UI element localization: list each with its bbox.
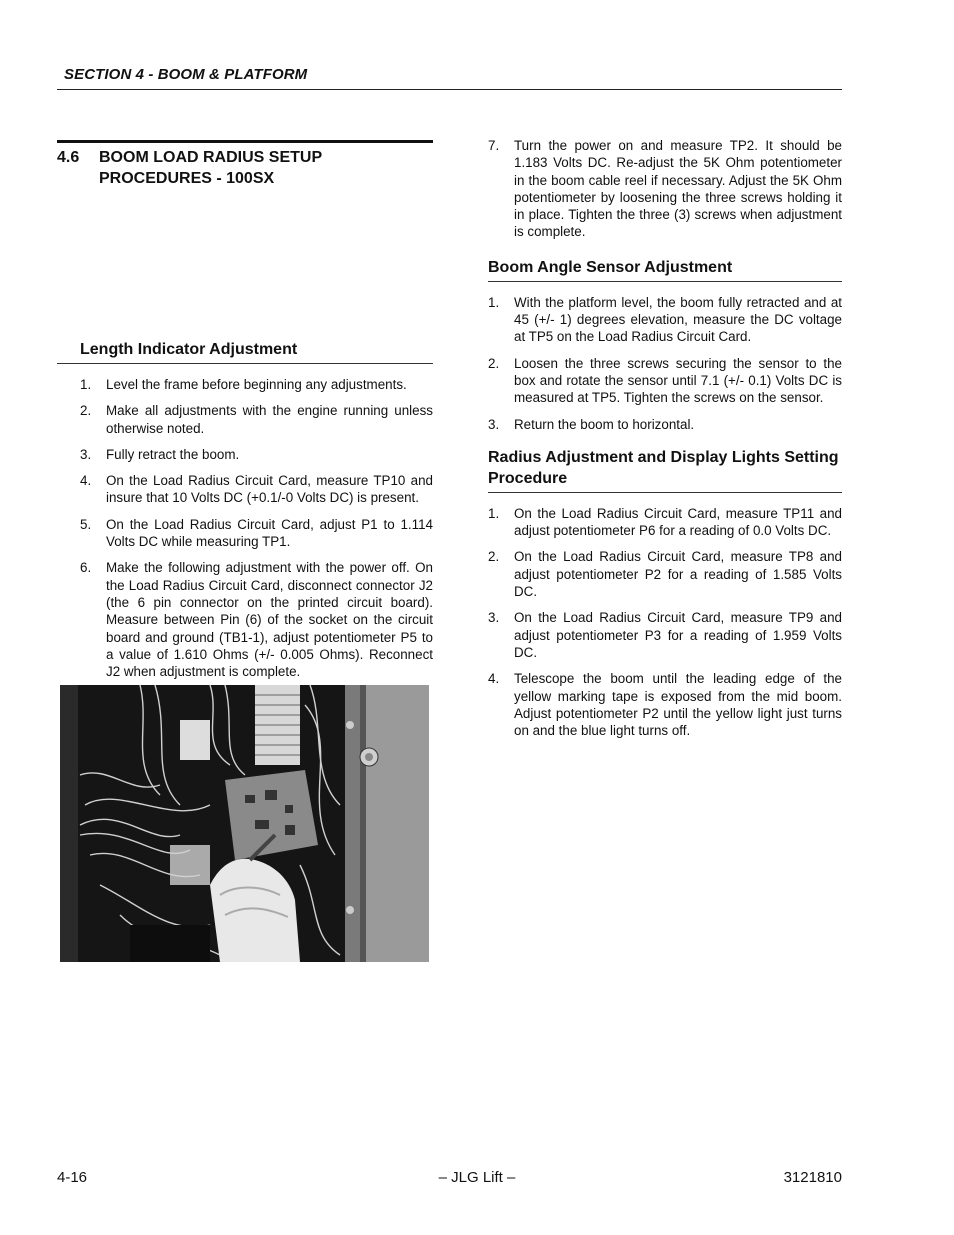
list-item bbox=[488, 670, 842, 739]
step-text: On the Load Radius Circuit Card, measure TP8 and adjust potentiometer P2 for a reading of 1.585 Volts DC. bbox=[514, 549, 842, 600]
section-rule bbox=[57, 140, 433, 143]
step-number: 4. bbox=[80, 473, 92, 489]
list-item bbox=[488, 294, 842, 346]
step-text: Make all adjustments with the engine running unless otherwise noted. bbox=[106, 403, 433, 436]
step-number: 1. bbox=[80, 377, 92, 392]
step-text: With the platform level, the boom fully retracted and at 45 (+/- 1) degrees elevation, measure the DC voltage at TP5 on the Load Radius Circuit Card. bbox=[514, 294, 842, 345]
step-text: Loosen the three screws securing the sensor to the box and rotate the sensor until 7.1 (+/- 0.1) Volts DC is measured at TP5. Tighten the screws on the sensor. bbox=[514, 355, 842, 406]
step-number: 1. bbox=[488, 294, 500, 310]
radius-adjustment-heading: Radius Adjustment and Display Lights Setting Procedure bbox=[488, 447, 842, 493]
step-text: Fully retract the boom. bbox=[106, 446, 240, 462]
step-number: 4. bbox=[488, 671, 500, 687]
list-item bbox=[57, 559, 433, 680]
page-number: 4-16 bbox=[57, 1169, 88, 1186]
right-column bbox=[488, 137, 842, 748]
length-indicator-steps-continued bbox=[488, 137, 842, 241]
step-number: 6. bbox=[80, 560, 92, 576]
list-item bbox=[57, 472, 433, 507]
list-item bbox=[488, 355, 842, 407]
step-number: 2. bbox=[80, 403, 92, 419]
left-column bbox=[57, 140, 433, 689]
step-number: 7. bbox=[488, 138, 500, 153]
circuit-card-photo bbox=[60, 685, 429, 962]
section-number: 4.6 bbox=[57, 149, 80, 166]
step-text: Return the boom to horizontal. bbox=[514, 416, 695, 432]
step-text: On the Load Radius Circuit Card, adjust P1 to 1.114 Volts DC while measuring TP1. bbox=[106, 516, 433, 550]
step-number: 3. bbox=[488, 416, 500, 432]
section-heading bbox=[57, 147, 433, 189]
step-number: 3. bbox=[488, 610, 500, 626]
step-number: 2. bbox=[488, 549, 500, 565]
step-number: 2. bbox=[488, 355, 500, 371]
step-number: 1. bbox=[488, 505, 500, 521]
list-item bbox=[57, 402, 433, 437]
list-item bbox=[488, 137, 842, 241]
document-number: 3121810 bbox=[783, 1169, 842, 1186]
step-number: 3. bbox=[80, 446, 92, 462]
radius-adjustment-steps bbox=[488, 505, 842, 740]
section-title: BOOM LOAD RADIUS SETUP PROCEDURES - 100SX bbox=[99, 149, 322, 187]
footer-brand: – JLG Lift – bbox=[438, 1169, 516, 1186]
step-number: 5. bbox=[80, 516, 92, 532]
list-item bbox=[488, 505, 842, 540]
step-text: Telescope the boom until the leading edge of the yellow marking tape is exposed from the mid boom. Adjust potentiometer P2 until the yellow light just turns on and the blue light turns off. bbox=[514, 671, 842, 739]
section-header-title: SECTION 4 - BOOM & PLATFORM bbox=[64, 66, 308, 83]
length-indicator-steps bbox=[57, 376, 433, 680]
step-text: Turn the power on and measure TP2. It should be 1.183 Volts DC. Re-adjust the 5K Ohm potentiometer in the boom cable reel if necessary. Adjust the 5K Ohm potentiometer by loosening the three screws holding it in place. Tighten the three (3) screws when adjustment is complete. bbox=[514, 138, 842, 240]
step-text: Level the frame before beginning any adjustments. bbox=[106, 377, 407, 392]
list-item bbox=[57, 376, 433, 393]
step-text: On the Load Radius Circuit Card, measure TP9 and adjust potentiometer P3 for a reading of 1.959 Volts DC. bbox=[514, 610, 842, 660]
header-divider bbox=[57, 89, 842, 90]
list-item bbox=[57, 446, 433, 463]
step-text: On the Load Radius Circuit Card, measure TP11 and adjust potentiometer P6 for a reading of 0.0 Volts DC. bbox=[514, 505, 842, 539]
boom-angle-steps bbox=[488, 294, 842, 433]
list-item bbox=[488, 416, 842, 433]
step-text: On the Load Radius Circuit Card, measure TP10 and insure that 10 Volts DC (+0.1/-0 Volts DC) is present. bbox=[106, 473, 433, 506]
list-item bbox=[488, 548, 842, 600]
length-indicator-heading: Length Indicator Adjustment bbox=[57, 339, 433, 364]
step-text: Make the following adjustment with the power off. On the Load Radius Circuit Card, disconnect connector J2 (the 6 pin connector on the printed circuit board). Measure between Pin (6) of the socket on the circuit board and ground (TB1-1), adjust potentiometer P5 to a value of 1.610 Ohms (+/- 0.005 Ohms). Reconnect J2 when adjustment is complete. bbox=[106, 560, 433, 680]
boom-angle-heading: Boom Angle Sensor Adjustment bbox=[488, 257, 842, 282]
list-item bbox=[488, 609, 842, 661]
list-item bbox=[57, 516, 433, 551]
